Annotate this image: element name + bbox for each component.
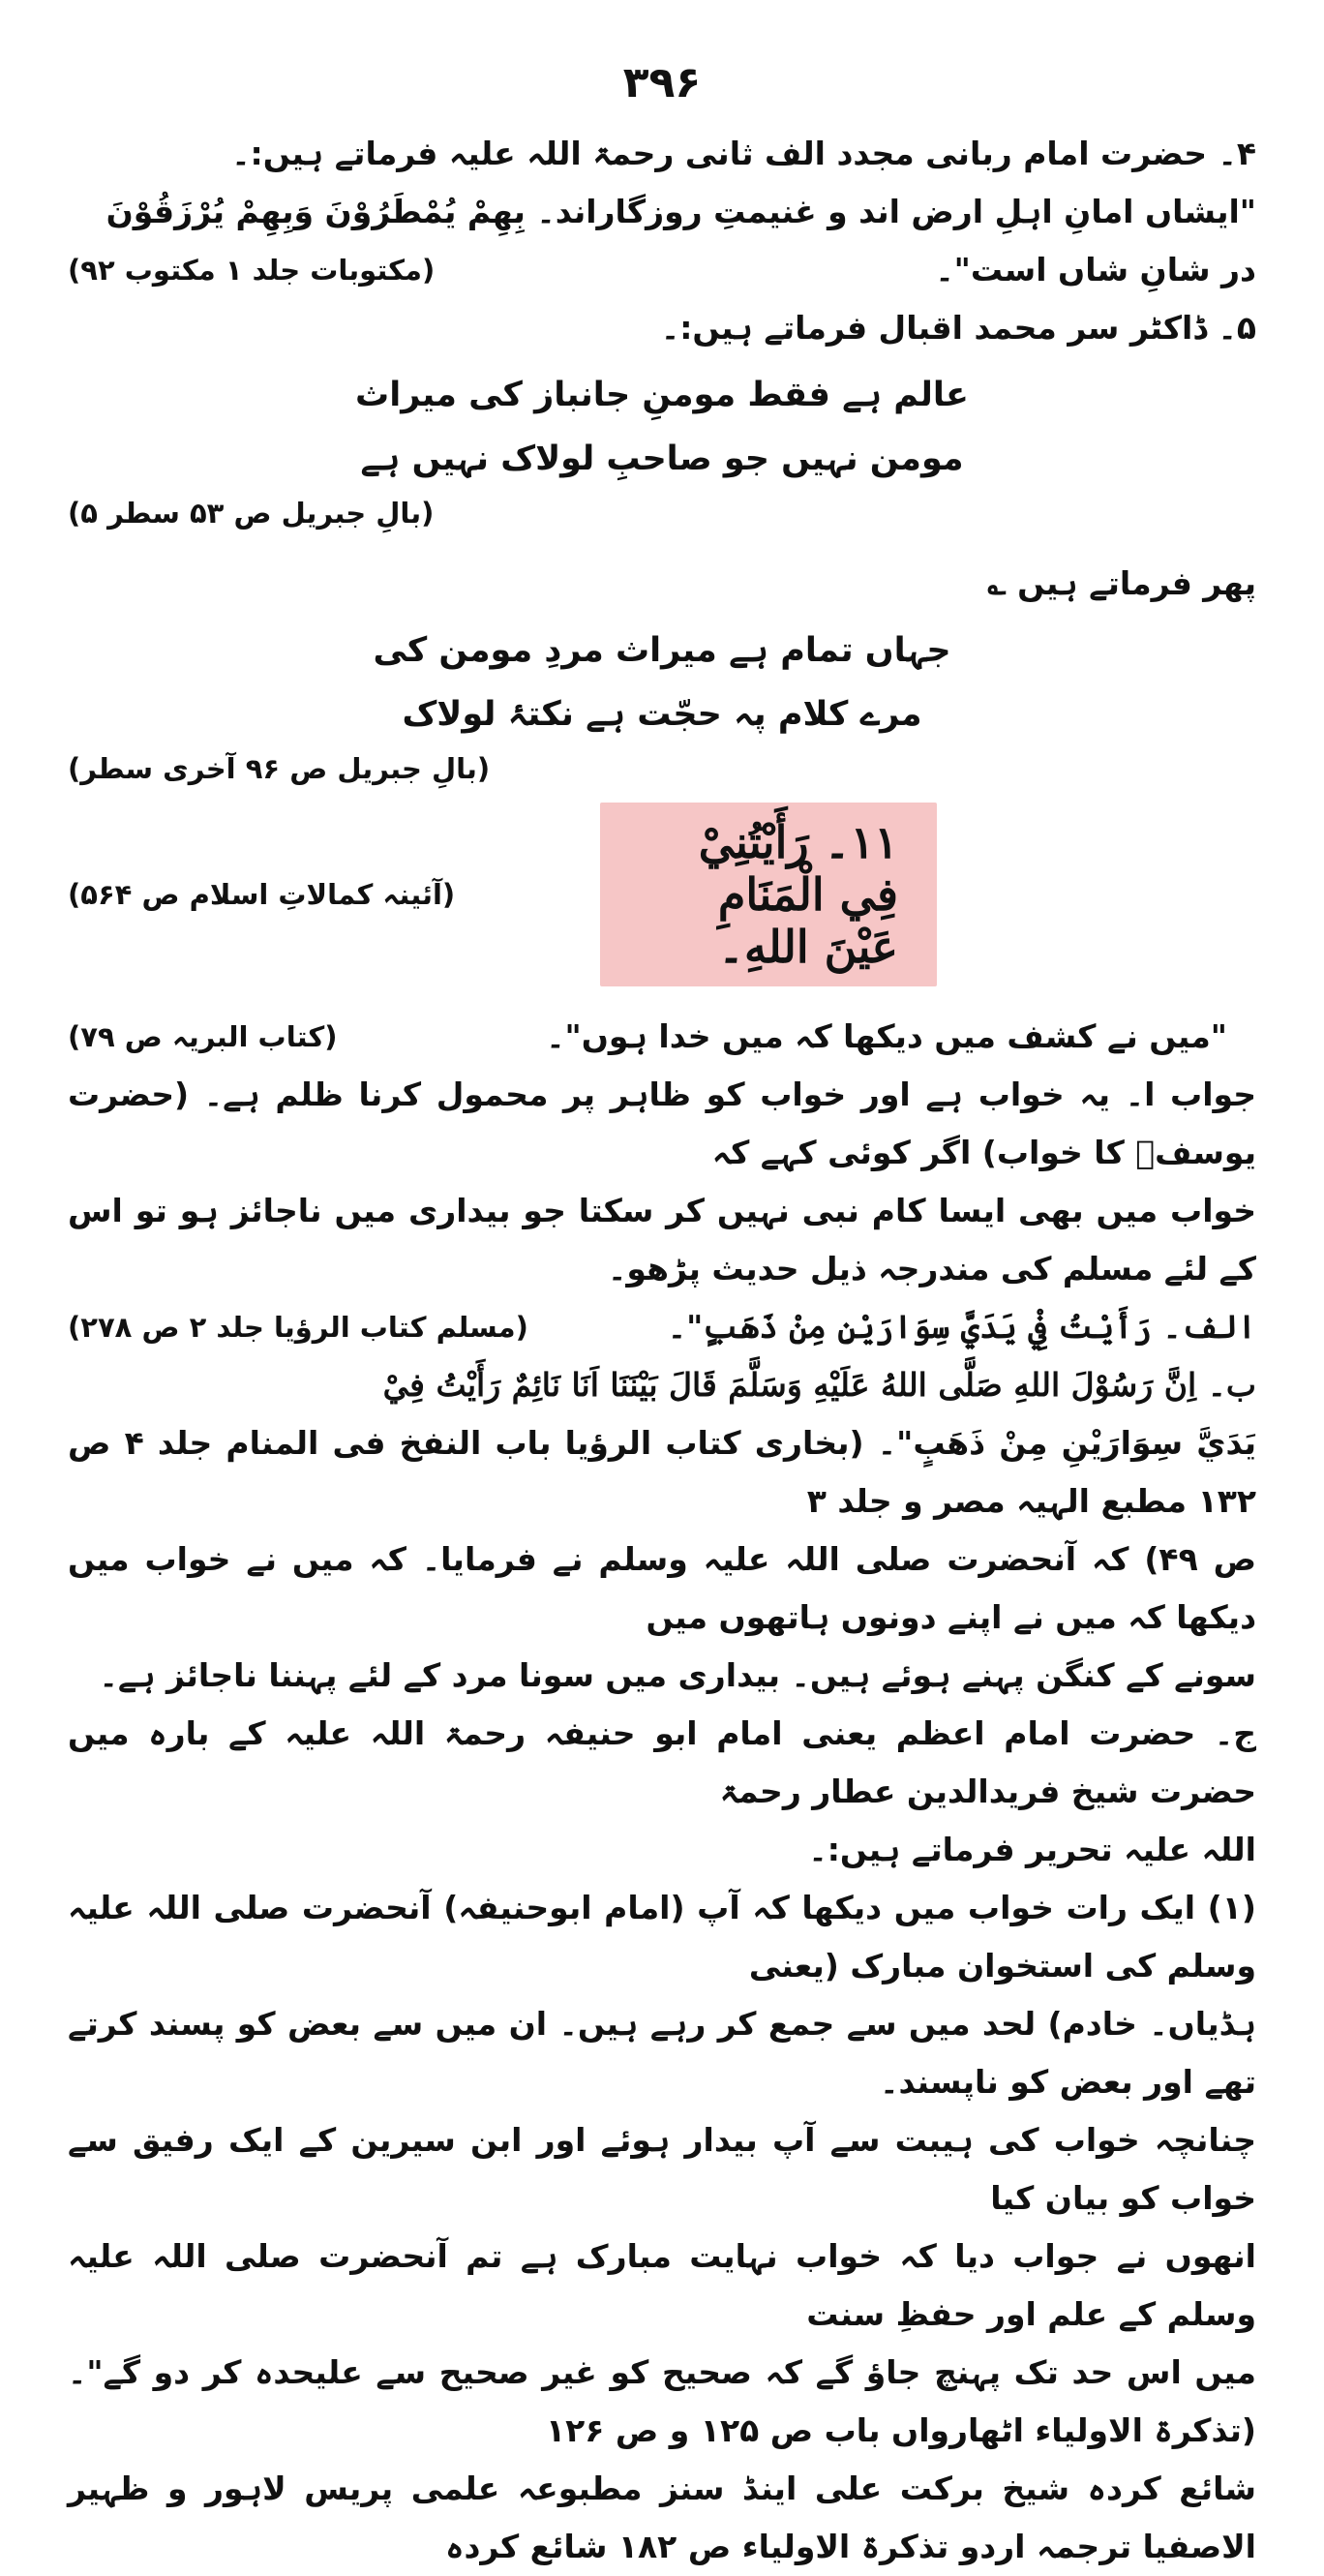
kashf-quote: "میں نے کشف میں دیکھا کہ میں خدا ہوں"۔: [546, 1017, 1227, 1055]
second-verse-reference-row: [68, 752, 1256, 785]
spacer: [68, 530, 1256, 555]
section-5-verse-line-1: عالم ہے فقط مومنِ جانباز کی میراث: [355, 376, 969, 414]
hadith-b-line-3: ص ۴۹) کہ آنحضرت صلی اللہ علیہ وسلم نے فرمایا۔ کہ میں نے خواب میں دیکھا کہ میں نے اپنے دونوں ہاتھوں میں: [68, 1540, 1256, 1636]
hadith-b-line-1: ب۔ اِنَّ رَسُوْلَ اللهِ صَلَّى اللهُ عَلَيْهِ وَسَلَّمَ قَالَ بَيْنَنَا اَنَا نَائِمٌ رَأَيْتُ فِيْ: [382, 1366, 1256, 1404]
then-says-line: پھر فرماتے ہیں ؎: [987, 564, 1256, 602]
section-5-verse: [68, 363, 1256, 491]
section-11-reference: (آئینہ کمالاتِ اسلام ص ۵۶۴): [68, 878, 456, 911]
hadith-b-line-4: سونے کے کنگن پہنے ہوئے ہیں۔ بیداری میں سونا مرد کے لئے پہننا ناجائز ہے۔: [99, 1656, 1256, 1694]
hadith-a-reference: (مسلم کتاب الرؤیا جلد ۲ ص ۲۷۸): [68, 1311, 528, 1344]
section-4-reference: (مکتوبات جلد ۱ مکتوب ۹۲): [68, 254, 436, 287]
section-5-reference: (بالِ جبریل ص ۵۳ سطر ۵): [68, 497, 435, 530]
answer-line-2: خواب میں بھی ایسا کام نبی نہیں کر سکتا جو بیداری میں ناجائز ہو تو اس کے لئے مسلم کی مندرجہ ذیل حدیث پڑھو۔: [68, 1192, 1256, 1288]
page-number: ۳۹۶: [622, 58, 702, 107]
kashf-quote-row: [68, 1008, 1256, 1066]
story-line-3: چنانچہ خواب کی ہیبت سے آپ بیدار ہوئے اور ابن سیرین کے ایک رفیق سے خواب کو بیان کیا: [68, 2121, 1256, 2217]
second-verse-reference: (بالِ جبریل ص ۹۶ آخری سطر): [68, 752, 491, 785]
section-5-reference-row: [68, 497, 1256, 530]
section-4-quote-line-2: در شانِ شاں است"۔: [935, 251, 1256, 288]
section-c-line-1: ج۔ حضرت امام اعظم یعنی امام ابو حنیفہ رحمۃ اللہ علیہ کے بارہ میں حضرت شیخ فریدالدین عطار رحمۃ: [68, 1714, 1256, 1810]
story-line-4: انھوں نے جواب دیا کہ خواب نہایت مبارک ہے تم آنحضرت صلی اللہ علیہ وسلم کے علم اور حفظِ سنت: [68, 2237, 1256, 2333]
section-4-quote-row: [68, 241, 1256, 299]
answer-line-1: جواب ا۔ یہ خواب ہے اور خواب کو ظاہر پر محمول کرنا ظلم ہے۔ (حضرت یوسفؑ کا خواب) اگر کوئی کہے کہ: [68, 1076, 1256, 1171]
hadith-b-line-2: يَدَيَّ سِوَارَيْنِ مِنْ ذَهَبٍ"۔ (بخاری کتاب الرؤیا باب النفخ فی المنام جلد ۴ ص ۱۳۲ مطبع الہیہ مصر و جلد ۳: [68, 1424, 1256, 1520]
section-11-heading-row: [68, 803, 1256, 986]
second-verse: [68, 619, 1256, 746]
story-line-5: میں اس حد تک پہنچ جاؤ گے کہ صحیح کو غیر صحیح سے علیحدہ کر دو گے"۔ (تذکرۃ الاولیاء اٹھارواں باب ص ۱۲۵ و ص ۱۲۶: [68, 2353, 1256, 2449]
section-4-quote-line-1: "ایشاں امانِ اہلِ ارض اند و غنیمتِ روزگاراند۔ بِهِمْ يُمْطَرُوْنَ وَبِهِمْ يُرْزَقُوْنَ: [105, 193, 1256, 230]
story-line-1: (۱) ایک رات خواب میں دیکھا کہ آپ (امام ابوحنیفہ) آنحضرت صلی اللہ علیہ وسلم کی استخوان مبارک (یعنی: [68, 1889, 1256, 1985]
hadith-a-row: [68, 1298, 1256, 1356]
section-4-heading: ۴۔ حضرت امام ربانی مجدد الف ثانی رحمۃ اللہ علیہ فرماتے ہیں:۔: [231, 135, 1256, 172]
story-line-2: ہڈیاں۔ خادم) لحد میں سے جمع کر رہے ہیں۔ ان میں سے بعض کو پسند کرتے تھے اور بعض کو ناپسند۔: [68, 2005, 1256, 2101]
section-5-verse-line-2: مومن نہیں جو صاحبِ لولاک نہیں ہے: [360, 439, 964, 478]
kashf-reference: (کتاب البریہ ص ۷۹): [68, 1020, 338, 1053]
section-11-highlighted-heading: ۱۱۔ رَأَيْتُنِيْ فِي الْمَنَامِ عَيْنَ اللهِ۔: [600, 803, 937, 986]
second-verse-line-2: مرے کلام پہ حجّت ہے نکتۂ لولاک: [402, 695, 922, 734]
hadith-a: الف۔ رَأَيْتُ فِيْ يَدَيَّ سِوَارَيْنِ مِنْ ذَهَبٍ"۔: [667, 1308, 1256, 1346]
story-line-6: شائع کردہ شیخ برکت علی اینڈ سنز مطبوعہ علمی پریس لاہور و ظہیر الاصفیا ترجمہ اردو تذکرۃ الاولیاء ص ۱۸۲ شائع کردہ: [68, 2470, 1256, 2565]
second-verse-line-1: جہاں تمام ہے میراث مردِ مومن کی: [373, 631, 951, 670]
section-5-heading: ۵۔ ڈاکٹر سر محمد اقبال فرماتے ہیں:۔: [660, 309, 1256, 347]
section-c-line-2: اللہ علیہ تحریر فرماتے ہیں:۔: [808, 1831, 1256, 1868]
